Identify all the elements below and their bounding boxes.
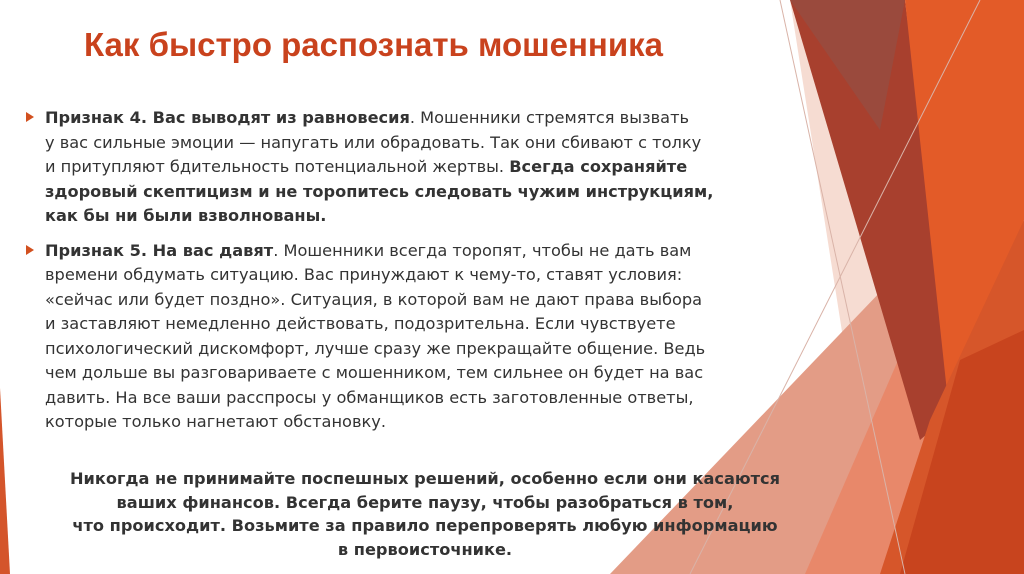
summary-line: что происходит. Возьмите за правило перепроверять любую информацию [72, 516, 778, 535]
bold-text: здоровый скептицизм и не торопитесь следовать чужим инструкциям, [45, 181, 714, 201]
summary-text [0, 467, 850, 561]
bold-text: Признак 4. Вас выводят из равновесия [45, 108, 410, 127]
text-segment: и притупляют бдительность потенциальной жертвы. [45, 157, 510, 176]
text-segment: у вас сильные эмоции — напугать или обрадовать. Так они сбивают с толку [45, 132, 702, 152]
text-segment: и заставляют немедленно действовать, подозрительна. Если чувствуете [45, 314, 676, 333]
text-segment: психологический дискомфорт, лучше сразу же прекращайте общение. Ведь [45, 338, 706, 358]
text-segment: которые только нагнетают обстановку. [45, 412, 386, 431]
text-line [45, 155, 713, 180]
bullet-item [26, 106, 826, 229]
summary-line: в первоисточнике. [337, 539, 513, 559]
bullet-item [26, 239, 826, 435]
slide-title: Как быстро распознать мошенника [84, 26, 663, 63]
text-line [45, 337, 705, 362]
triangle-bullet-icon [26, 245, 34, 255]
text-line [45, 131, 713, 156]
text-segment: давить. На все ваши расспросы у обманщиков есть заготовленные ответы, [45, 387, 694, 407]
text-line [45, 386, 705, 411]
text-line [45, 180, 713, 205]
summary-line: Никогда не принимайте поспешных решений, особенно если они касаются [69, 469, 781, 488]
bullet-list [26, 106, 826, 445]
bullet-text [45, 106, 713, 229]
bold-text: как бы ни были взволнованы. [45, 206, 327, 225]
bullet-text [45, 239, 705, 435]
bold-text: Признак 5. На вас давят [45, 240, 274, 260]
text-segment: «сейчас или будет поздно». Ситуация, в которой вам не дают права выбора [45, 289, 703, 309]
text-line [45, 312, 705, 337]
text-segment: . Мошенники всегда торопят, чтобы не дать вам [273, 240, 692, 260]
text-line [45, 288, 705, 313]
triangle-bullet-icon [26, 112, 34, 122]
text-segment: . Мошенники стремятся вызвать [409, 108, 690, 127]
summary-line: ваших финансов. Всегда берите паузу, чтобы разобраться в том, [116, 492, 734, 512]
text-segment: чем дольше вы разговариваете с мошенником, тем сильнее он будет на вас [45, 363, 704, 382]
text-line [45, 204, 713, 229]
text-line [45, 361, 705, 386]
text-segment: времени обдумать ситуацию. Вас принуждают к чему-то, ставят условия: [45, 265, 683, 284]
text-line [45, 106, 713, 131]
text-line [45, 263, 705, 288]
text-line [45, 239, 705, 264]
text-line [45, 410, 705, 435]
bold-text: Всегда сохраняйте [509, 157, 688, 176]
